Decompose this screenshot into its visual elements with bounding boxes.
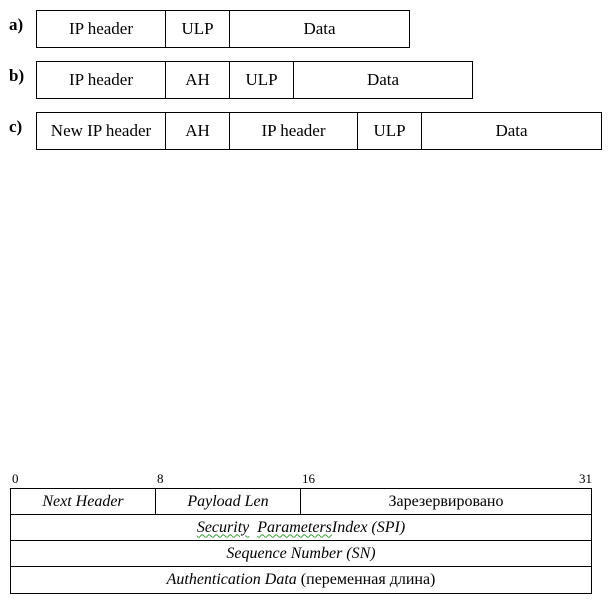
ah-row-1 xyxy=(11,489,591,515)
ah-row-2 xyxy=(11,515,591,541)
packet-a xyxy=(36,10,410,48)
ah-header-format xyxy=(10,488,592,594)
data-cell: Data xyxy=(366,70,400,89)
data-cell: Data xyxy=(303,19,336,38)
ulp-cell: ULP xyxy=(166,11,230,47)
spi-rest: Index (SPI) xyxy=(331,518,406,536)
ip-header-cell: IP header xyxy=(37,62,166,98)
new-ip-header-cell: New IP header xyxy=(37,113,166,149)
next-header-field: Next Header xyxy=(11,489,156,514)
ah-cell: AH xyxy=(166,62,230,98)
spi-word-security: Security xyxy=(196,518,250,536)
spi-word-parameters: Parameters xyxy=(257,518,332,536)
sequence-number-field: Sequence Number (SN) xyxy=(226,544,376,562)
row-label-c: c) xyxy=(9,117,23,136)
bit-label-31: 31 xyxy=(579,471,592,486)
bit-label-16: 16 xyxy=(302,471,315,486)
auth-data-field xyxy=(11,567,591,593)
packet-b xyxy=(36,61,473,99)
ulp-cell: ULP xyxy=(358,113,422,149)
ah-row-4 xyxy=(11,567,591,593)
row-label-a: a) xyxy=(9,15,24,34)
ip-header-cell: IP header xyxy=(37,11,166,47)
row-label-b: b) xyxy=(9,66,25,85)
data-cell: Data xyxy=(495,121,528,140)
ah-row-3 xyxy=(11,541,591,567)
bit-position-scale xyxy=(10,471,592,489)
spi-field xyxy=(11,515,591,540)
reserved-field: Зарезервировано xyxy=(388,492,504,510)
bit-label-0: 0 xyxy=(12,471,19,486)
ulp-cell: ULP xyxy=(230,62,294,98)
auth-data-label: Authentication Data xyxy=(166,571,297,588)
auth-data-note: (переменная длина) xyxy=(296,571,436,588)
bit-label-8: 8 xyxy=(157,471,164,486)
ip-header-cell: IP header xyxy=(230,113,358,149)
ah-cell: AH xyxy=(166,113,230,149)
packet-c xyxy=(36,112,602,150)
payload-len-field: Payload Len xyxy=(156,489,301,514)
